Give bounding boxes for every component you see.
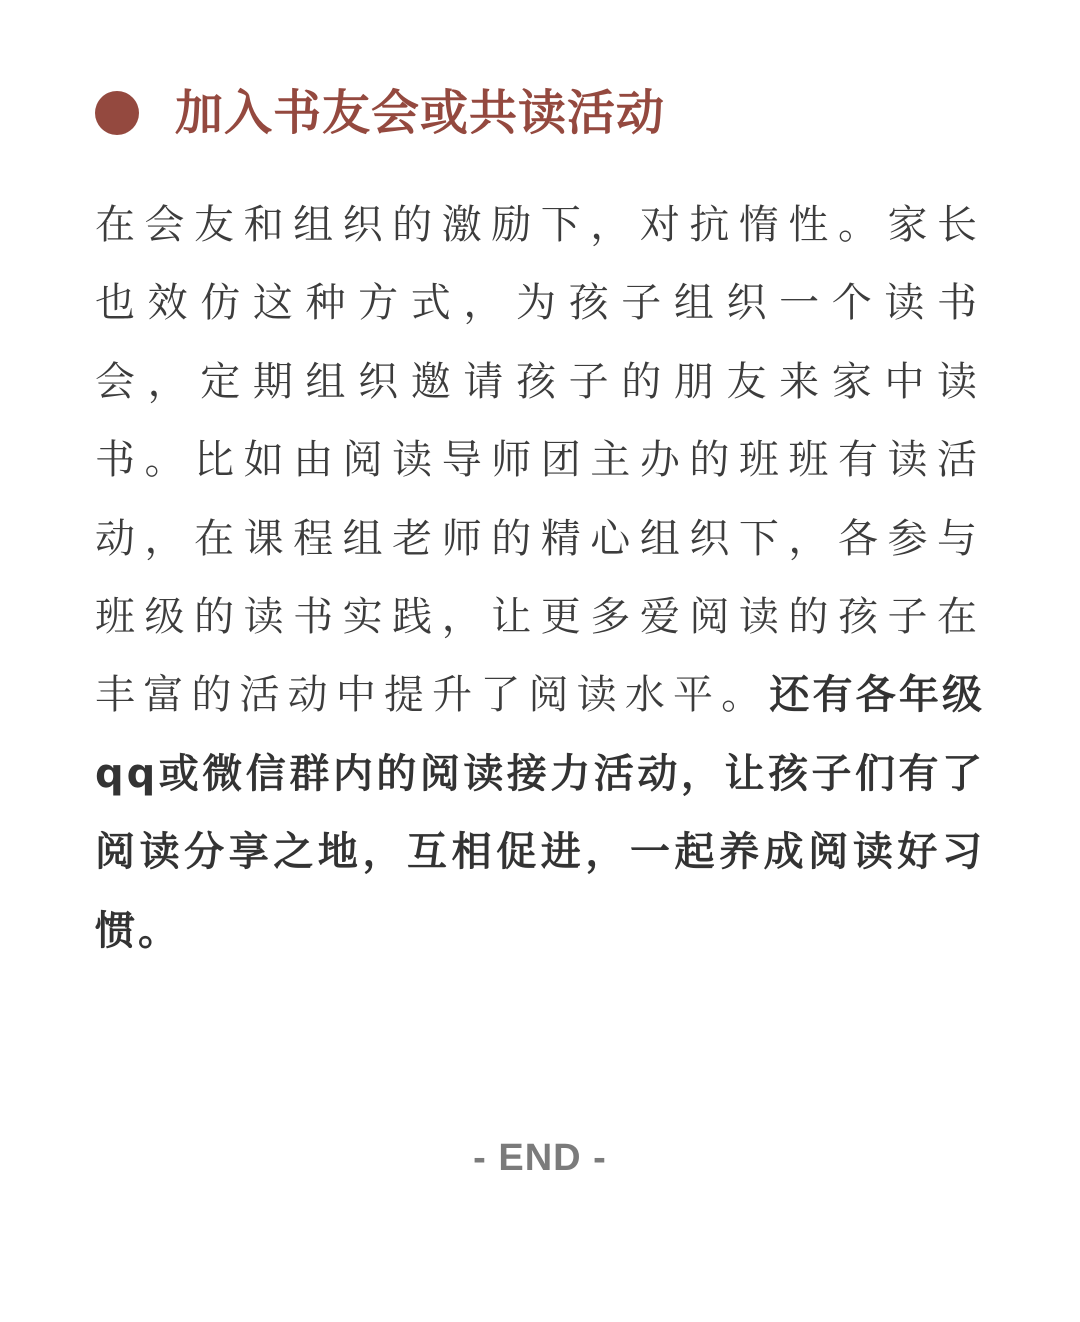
paragraph-bold-text: 还有各年级qq或微信群内的阅读接力活动，让孩子们有了阅读分享之地，互相促进，一起养成阅读好习惯。 (95, 672, 986, 954)
end-marker: - END - (473, 1137, 607, 1179)
bullet-dot-icon (95, 91, 139, 135)
paragraph-regular-text: 在会友和组织的激励下，对抗惰性。家长也效仿这种方式，为孩子组织一个读书会，定期组织邀请孩子的朋友来家中读书。比如由阅读导师团主办的班班有读活动，在课程组老师的精心组织下，各参与班级的读书实践，让更多爱阅读的孩子在丰富的活动中提升了阅读水平。 (95, 202, 985, 719)
section-title: 加入书友会或共读活动 (175, 85, 666, 141)
article-paragraph (95, 186, 985, 970)
section-header (95, 80, 665, 146)
